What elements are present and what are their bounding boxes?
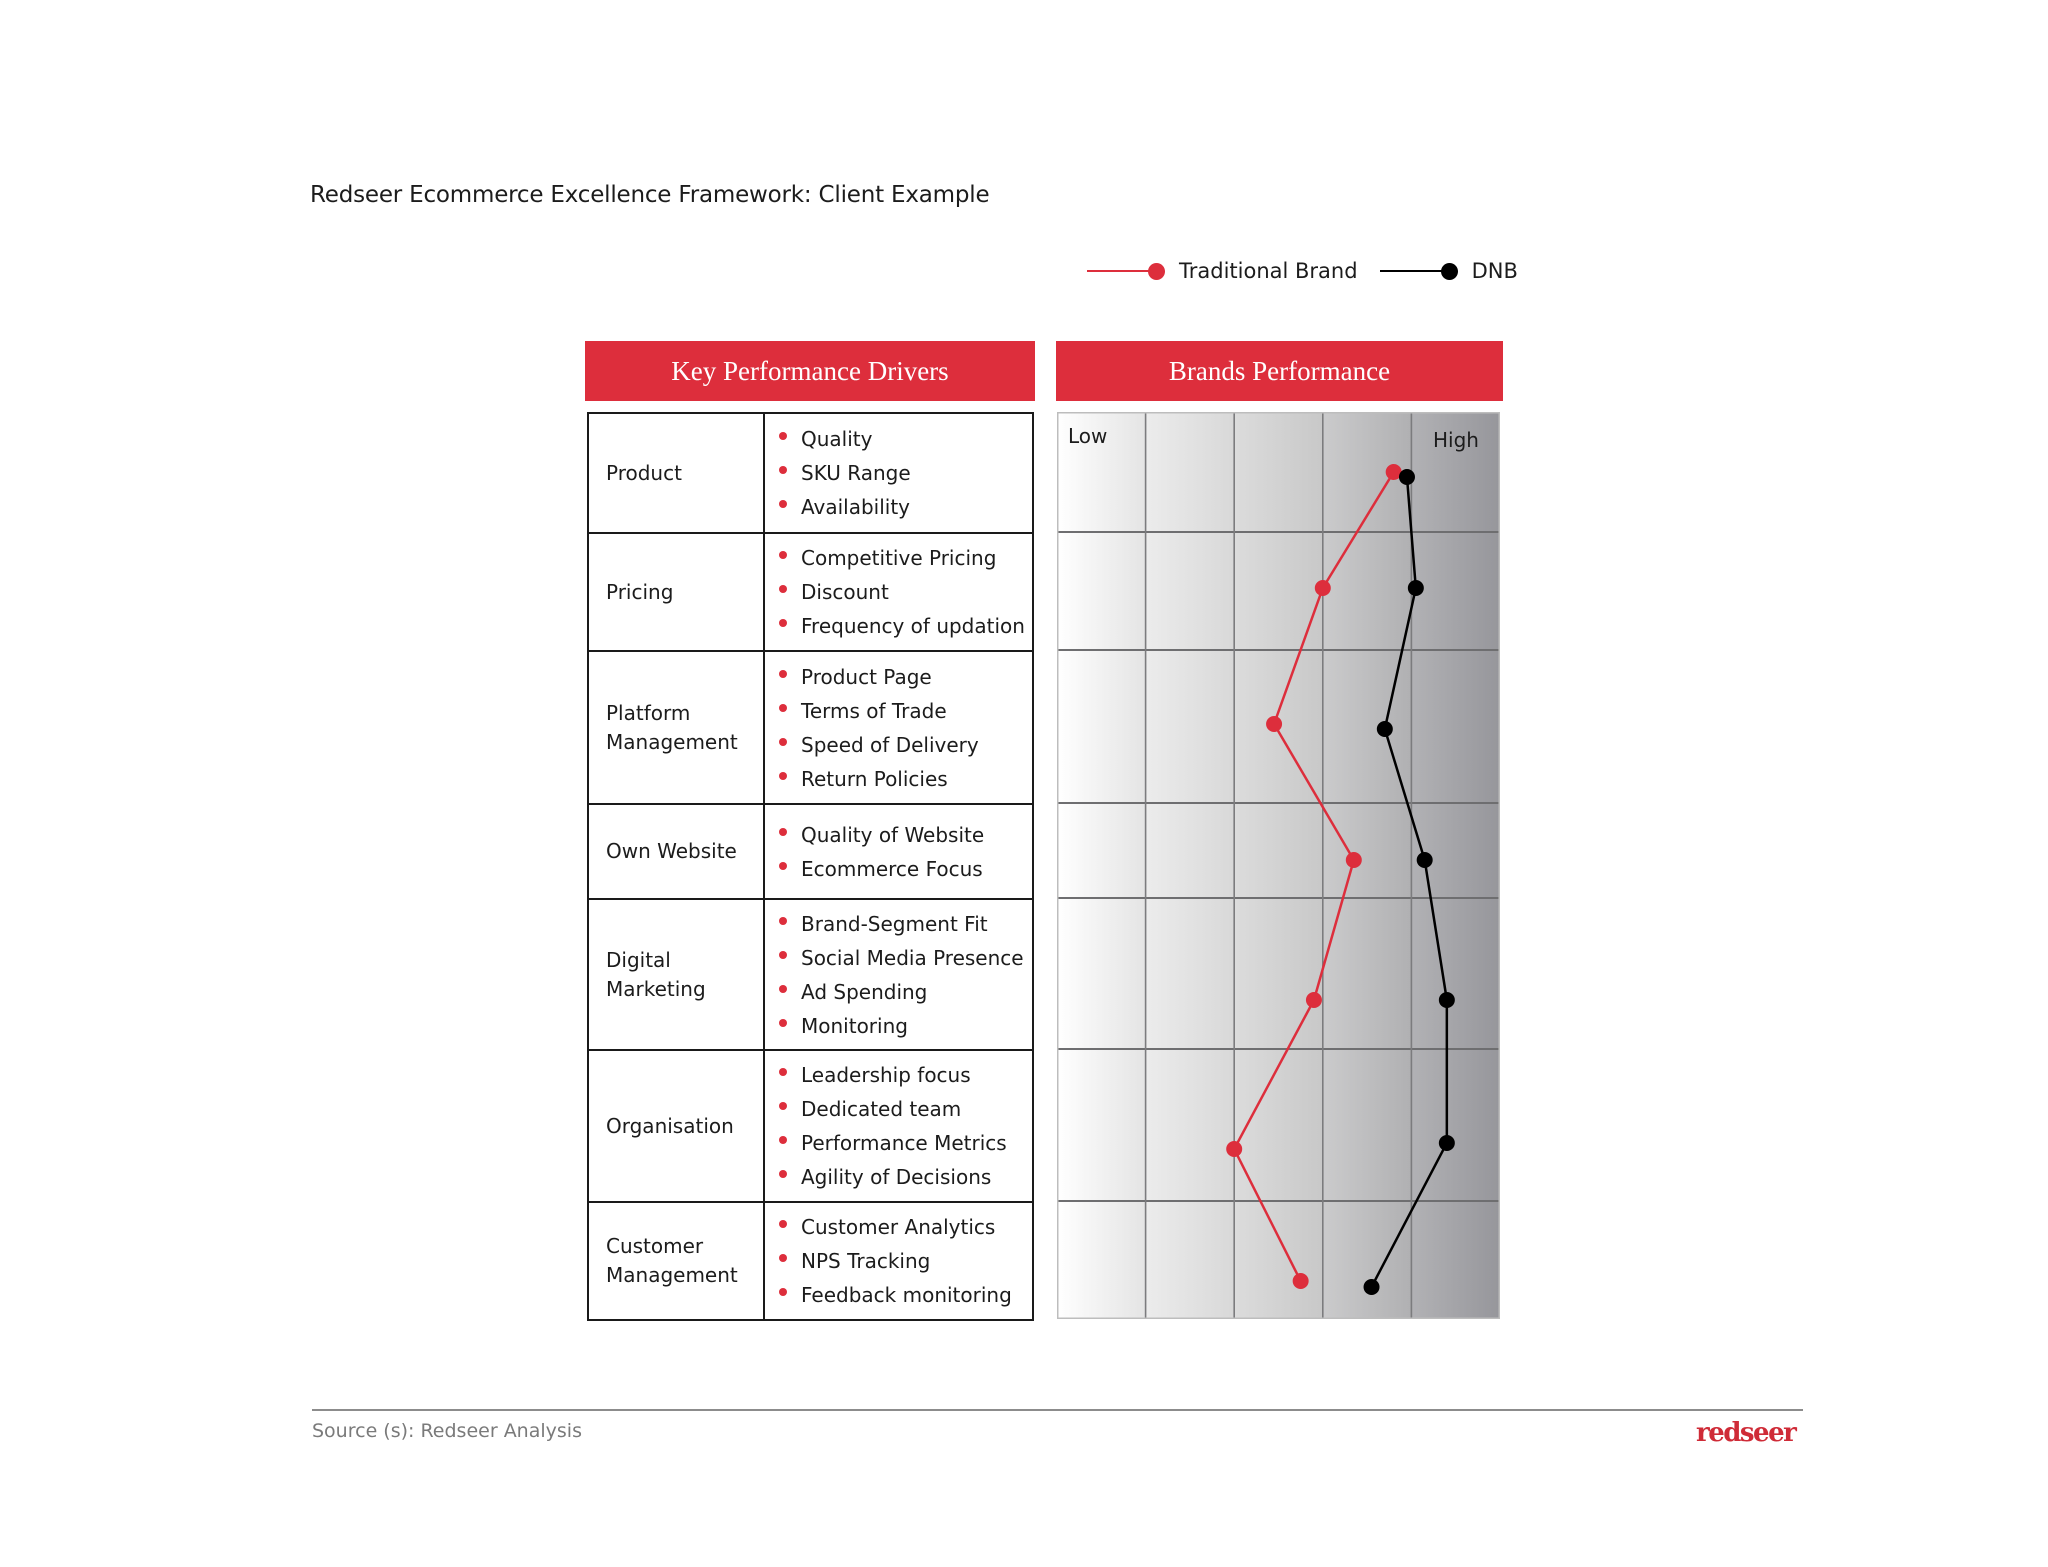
driver-label: NPS Tracking (801, 1249, 931, 1273)
bullet-icon (779, 1254, 787, 1262)
driver-label: Monitoring (801, 1013, 908, 1038)
category-cell (588, 1050, 764, 1202)
list-item (779, 609, 1032, 643)
axis-low-label: Low (1068, 424, 1108, 448)
drivers-cell (764, 533, 1033, 651)
list-item (779, 422, 1032, 456)
driver-label: Brand-Segment Fit (801, 911, 988, 936)
bullet-icon (779, 1288, 787, 1296)
data-point (1439, 1135, 1455, 1151)
drivers-list (779, 1210, 1032, 1312)
driver-label: Feedback monitoring (801, 1283, 1012, 1307)
category-label: Customer Management (606, 1234, 738, 1287)
table-row (588, 1202, 1033, 1320)
bullet-icon (779, 917, 787, 925)
driver-label: SKU Range (801, 461, 911, 485)
drivers-cell (764, 1050, 1033, 1202)
driver-label: Leadership focus (801, 1063, 971, 1087)
category-label: Organisation (606, 1113, 734, 1138)
drivers-cell (764, 899, 1033, 1050)
header-key-performance-drivers: Key Performance Drivers (585, 341, 1035, 401)
list-item (779, 1244, 1032, 1278)
chart-legend (1087, 258, 1518, 284)
table-row (588, 804, 1033, 899)
bullet-icon (779, 670, 787, 678)
drivers-cell (764, 413, 1033, 533)
category-label: Own Website (606, 839, 737, 863)
category-label: Digital Marketing (606, 947, 706, 1001)
category-cell (588, 1202, 764, 1320)
drivers-cell (764, 1202, 1033, 1320)
driver-label: Discount (801, 580, 889, 604)
footer-divider (312, 1409, 1803, 1411)
list-item (779, 762, 1032, 796)
list-item (779, 941, 1032, 975)
drivers-list (779, 818, 1032, 886)
driver-label: Ad Spending (801, 979, 928, 1004)
legend-line-icon (1380, 270, 1444, 272)
bullet-icon (779, 1068, 787, 1076)
drivers-list (779, 541, 1032, 643)
category-cell (588, 651, 764, 804)
list-item (779, 1058, 1032, 1092)
data-point (1417, 852, 1433, 868)
bullet-icon (779, 466, 787, 474)
driver-label: Ecommerce Focus (801, 856, 983, 881)
legend-dot-icon (1441, 263, 1458, 280)
list-item (779, 1092, 1032, 1126)
data-point (1266, 716, 1282, 732)
drivers-cell (764, 651, 1033, 804)
legend-label: DNB (1471, 259, 1518, 283)
drivers-cell (764, 804, 1033, 899)
drivers-table (587, 412, 1034, 1321)
data-point (1408, 580, 1424, 596)
bullet-icon (779, 951, 787, 959)
list-item (779, 490, 1032, 524)
axis-high-label: High (1433, 428, 1479, 452)
driver-label: Competitive Pricing (801, 546, 997, 570)
category-label: Product (606, 460, 682, 485)
category-label: Platform Management (606, 700, 738, 754)
bullet-icon (779, 862, 787, 870)
list-item (779, 907, 1032, 941)
list-item (779, 1278, 1032, 1312)
bullet-icon (779, 585, 787, 593)
list-item (779, 728, 1032, 762)
drivers-list (779, 660, 1032, 796)
list-item (779, 1160, 1032, 1194)
list-item (779, 660, 1032, 694)
driver-label: Availability (801, 495, 911, 519)
source-note: Source (s): Redseer Analysis (312, 1420, 582, 1442)
bullet-icon (779, 500, 787, 508)
redseer-logo: redseer (1696, 1418, 1796, 1448)
driver-label: Agility of Decisions (801, 1165, 992, 1189)
bullet-icon (779, 828, 787, 836)
category-cell (588, 413, 764, 533)
list-item (779, 975, 1032, 1009)
bullet-icon (779, 551, 787, 559)
data-point (1315, 580, 1331, 596)
bullet-icon (779, 772, 787, 780)
table-row (588, 651, 1033, 804)
list-item (779, 1126, 1032, 1160)
series-line (1234, 472, 1393, 1281)
drivers-list (779, 1058, 1032, 1194)
list-item (779, 818, 1032, 852)
driver-label: Social Media Presence (801, 945, 1024, 970)
data-point (1439, 992, 1455, 1008)
driver-label: Product Page (801, 664, 932, 689)
driver-label: Dedicated team (801, 1097, 962, 1121)
driver-label: Quality (801, 427, 873, 451)
bullet-icon (779, 985, 787, 993)
driver-label: Terms of Trade (801, 698, 947, 723)
bullet-icon (779, 704, 787, 712)
bullet-icon (779, 619, 787, 627)
drivers-list (779, 907, 1032, 1043)
list-item (779, 694, 1032, 728)
list-item (779, 541, 1032, 575)
category-cell (588, 899, 764, 1050)
bullet-icon (779, 738, 787, 746)
data-point (1346, 852, 1362, 868)
driver-label: Customer Analytics (801, 1215, 996, 1239)
bullet-icon (779, 1170, 787, 1178)
performance-chart (1057, 412, 1500, 1319)
driver-label: Performance Metrics (801, 1131, 1007, 1155)
list-item (779, 1210, 1032, 1244)
bullet-icon (779, 1019, 787, 1027)
legend-item-traditional-brand (1087, 259, 1358, 283)
category-cell (588, 804, 764, 899)
drivers-list (779, 422, 1032, 524)
table-row (588, 533, 1033, 651)
legend-item-dnb (1380, 259, 1518, 283)
category-cell (588, 533, 764, 651)
bullet-icon (779, 1102, 787, 1110)
driver-label: Frequency of updation (801, 614, 1025, 638)
legend-line-icon (1087, 270, 1151, 272)
table-row (588, 899, 1033, 1050)
data-point (1364, 1279, 1380, 1295)
bullet-icon (779, 1220, 787, 1228)
data-point (1399, 469, 1415, 485)
chart-plot (1057, 412, 1500, 1319)
list-item (779, 456, 1032, 490)
data-point (1293, 1273, 1309, 1289)
bullet-icon (779, 1136, 787, 1144)
page-title: Redseer Ecommerce Excellence Framework: Client Example (310, 182, 990, 208)
data-point (1226, 1141, 1242, 1157)
header-brands-performance: Brands Performance (1056, 341, 1503, 401)
driver-label: Quality of Website (801, 822, 985, 847)
list-item (779, 575, 1032, 609)
data-point (1377, 721, 1393, 737)
table-row (588, 413, 1033, 533)
driver-label: Return Policies (801, 766, 948, 791)
legend-label: Traditional Brand (1179, 259, 1358, 283)
list-item (779, 1009, 1032, 1043)
category-label: Pricing (606, 579, 674, 604)
bullet-icon (779, 432, 787, 440)
list-item (779, 852, 1032, 886)
driver-label: Speed of Delivery (801, 732, 979, 757)
table-row (588, 1050, 1033, 1202)
legend-dot-icon (1148, 263, 1165, 280)
series-line (1372, 477, 1447, 1287)
data-point (1306, 992, 1322, 1008)
